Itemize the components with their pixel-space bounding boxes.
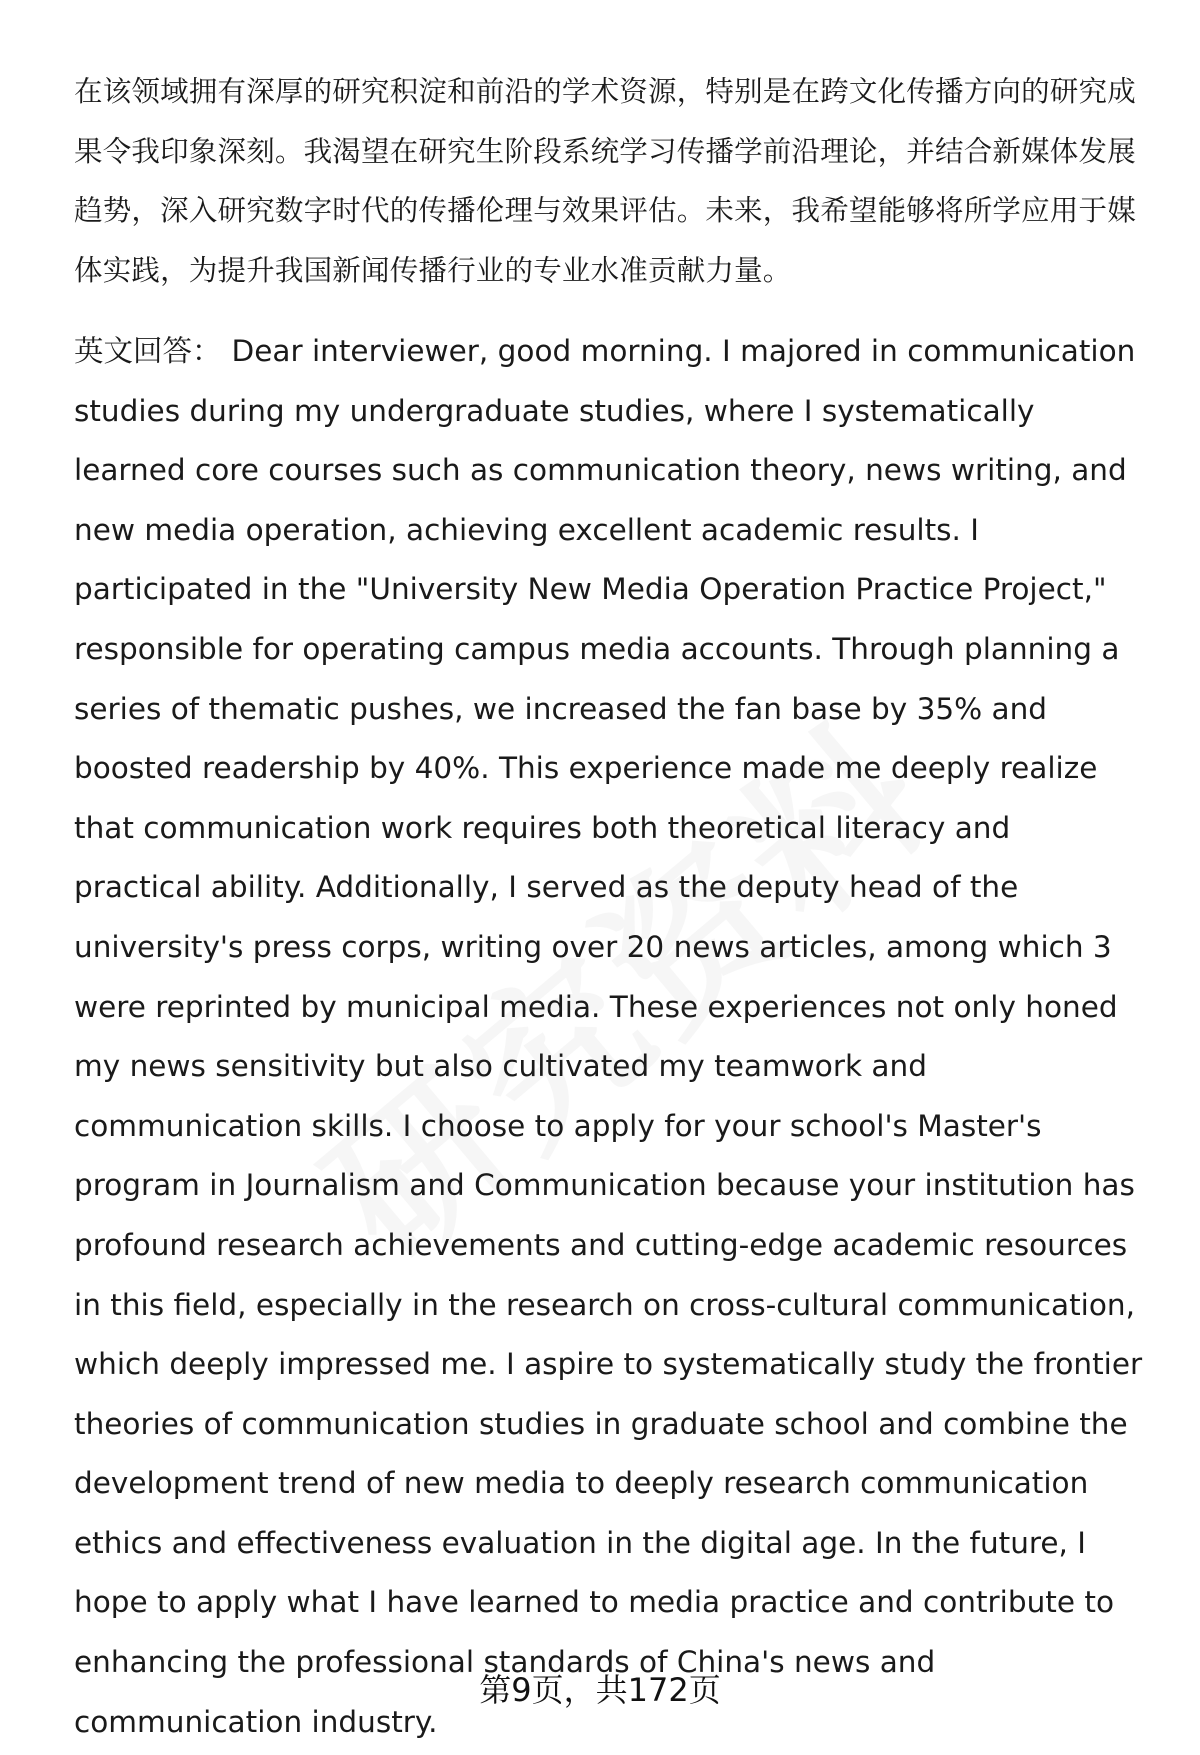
page-number: 第9页，共172页 — [479, 1671, 721, 1709]
document-body — [74, 62, 1144, 1752]
chinese-paragraph: 在该领域拥有深厚的研究积淀和前沿的学术资源，特别是在跨文化传播方向的研究成果令我印象深刻。我渴望在研究生阶段系统学习传播学前沿理论，并结合新媒体发展趋势，深入研究数字时代的传播伦理与效果评估。未来，我希望能够将所学应用于媒体实践，为提升我国新闻传播行业的专业水准贡献力量。 — [74, 75, 1136, 287]
english-answer-paragraph — [74, 322, 1144, 1752]
english-answer-text: Dear interviewer, good morning. I majored in communication studies during my undergraduate studies, where I systematically learned core courses such as communication theory, news writing, and new media operation, achieving excellent academic results. I participated in the "University New Media Operation Practice Project," responsible for operating campus media accounts. Through planning a series of thematic pushes, we increased the fan base by 35% and boosted readership by 40%. This experience made me deeply realize that communication work requires both theoretical literacy and practical ability. Additionally, I served as the deputy head of the university's press corps, writing over 20 news articles, among which 3 were reprinted by municipal media. These experiences not only honed my news sensitivity but also cultivated my teamwork and communication skills. I choose to apply for your school's Master's program in Journalism and Communication because your institution has profound research achievements and cutting-edge academic resources in this field, especially in the research on cross-cultural communication, which deeply impressed me. I aspire to systematically study the frontier theories of communication studies in graduate school and combine the development trend of new media to deeply research communication ethics and effectiveness evaluation in the digital age. In the future, I hope to apply what I have learned to media practice and contribute to enhancing the professional standards of China's news and communication industry. — [74, 334, 1143, 1739]
english-answer-label: 英文回答： — [74, 334, 222, 368]
